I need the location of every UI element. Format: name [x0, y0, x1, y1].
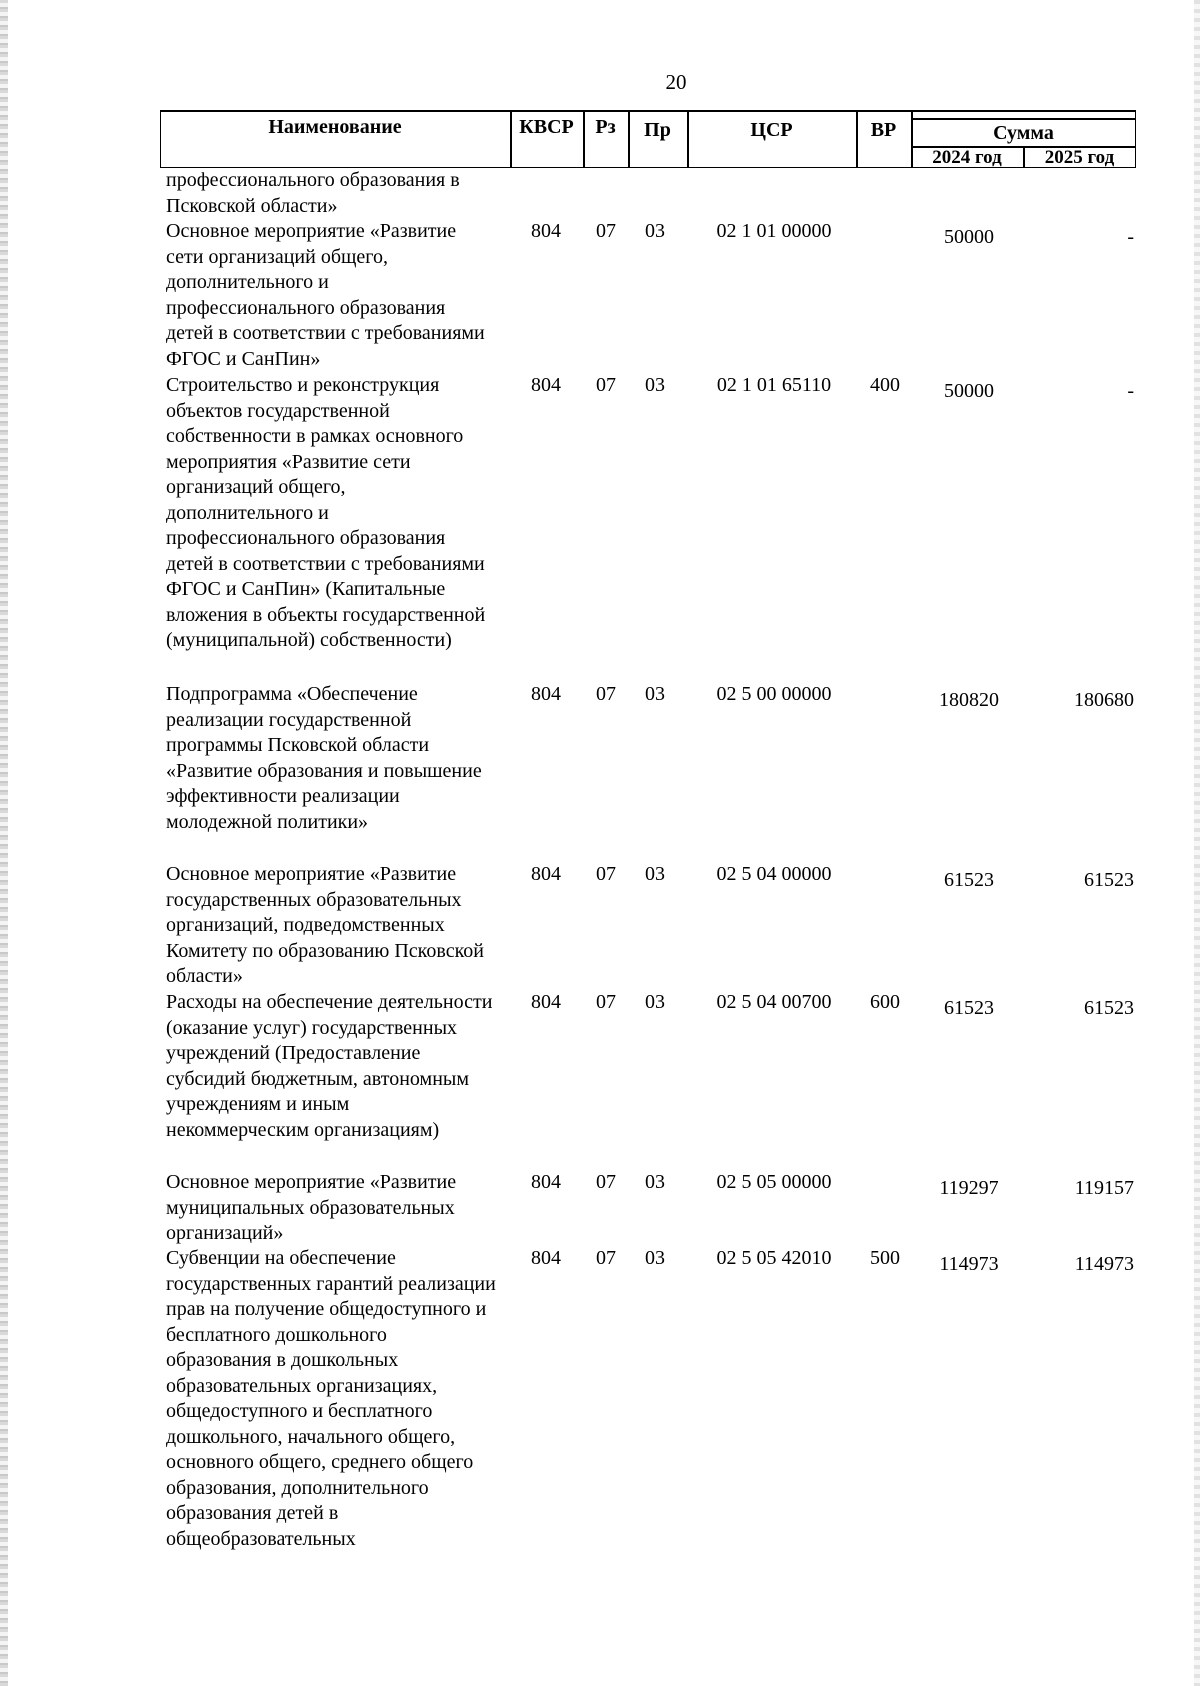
header-rz: Рз	[595, 116, 616, 138]
row-csr: 02 1 01 00000	[716, 220, 832, 242]
row-rz: 07	[596, 1247, 616, 1269]
row-sum-2025: 114973	[1074, 1253, 1134, 1275]
scan-edge-right	[1194, 0, 1200, 1686]
row-kvsr: 804	[531, 374, 561, 396]
row-csr: 02 5 05 42010	[716, 1247, 832, 1269]
row-sum-2024: 114973	[939, 1253, 999, 1275]
row-csr: 02 1 01 65110	[716, 374, 832, 396]
header-sum: Сумма	[993, 122, 1054, 144]
row-rz: 07	[596, 220, 616, 242]
row-kvsr: 804	[531, 1171, 561, 1193]
row-kvsr: 804	[531, 220, 561, 242]
row-name: Основное мероприятие «Развитие сети организаций общего, дополнительного и профессионального образования детей в соответствии с требованиями ФГОС и СанПин»	[166, 220, 485, 370]
row-pr: 03	[645, 1247, 665, 1269]
row-sum-2024: 61523	[944, 869, 994, 891]
row-kvsr: 804	[531, 863, 561, 885]
row-vr: 600	[870, 991, 900, 1013]
header-csr: ЦСР	[750, 119, 793, 141]
row-sum-2025: -	[1127, 380, 1134, 402]
header-vr: ВР	[870, 119, 897, 141]
row-csr: 02 5 04 00700	[716, 991, 832, 1013]
row-kvsr: 804	[531, 1247, 561, 1269]
row-pr: 03	[645, 863, 665, 885]
row-name: Строительство и реконструкция объектов государственной собственности в рамках основного мероприятия «Развитие сети организаций общего, дополнительного и профессионального образования детей в соответствии с требованиями ФГОС и СанПин» (Капитальные вложения в объекты государственной (муниципальной) собственности)	[166, 374, 486, 651]
page-number: 20	[665, 70, 687, 94]
row-sum-2025: 119157	[1074, 1177, 1134, 1199]
header-pr: Пр	[644, 119, 671, 141]
row-csr: 02 5 00 00000	[716, 683, 832, 705]
header-kvsr: КВСР	[519, 116, 574, 138]
row-pr: 03	[645, 374, 665, 396]
row-sum-2024: 50000	[944, 380, 994, 402]
row-sum-2024: 180820	[939, 689, 999, 711]
header-year-2025: 2025 год	[1044, 147, 1115, 168]
row-name: Основное мероприятие «Развитие муниципальных образовательных организаций»	[166, 1171, 457, 1244]
row-sum-2024: 50000	[944, 226, 994, 248]
row-rz: 07	[596, 1171, 616, 1193]
row-name: Основное мероприятие «Развитие государственных образовательных организаций, подведомственных Комитету по образованию Псковской области»	[166, 863, 484, 987]
scan-edge-left	[0, 0, 8, 1686]
row-vr: 500	[870, 1247, 900, 1269]
header-year-2024: 2024 год	[932, 147, 1002, 168]
row-sum-2025: -	[1127, 226, 1134, 248]
row-pr: 03	[645, 683, 665, 705]
row-name: Расходы на обеспечение деятельности (оказание услуг) государственных учреждений (Предоставление субсидий бюджетным, автономным учреждениям и иным некоммерческим организациям)	[166, 991, 493, 1141]
row-name: Субвенции на обеспечение государственных гарантий реализации прав на получение общедоступного и бесплатного дошкольного образования в дошкольных образовательных организациях, общедоступного и бесплатного дошкольного, начального общего, основного общего, среднего общего образования, дополнительного образования детей в общеобразовательных	[166, 1247, 496, 1550]
row-sum-2025: 180680	[1074, 689, 1134, 711]
row-csr: 02 5 05 00000	[716, 1171, 832, 1193]
row-name: Подпрограмма «Обеспечение реализации государственной программы Псковской области «Развитие образования и повышение эффективности реализации молодежной политики»	[166, 683, 482, 833]
row-rz: 07	[596, 683, 616, 705]
row-kvsr: 804	[531, 991, 561, 1013]
row-rz: 07	[596, 863, 616, 885]
row-kvsr: 804	[531, 683, 561, 705]
row-rz: 07	[596, 374, 616, 396]
row-pr: 03	[645, 991, 665, 1013]
row-sum-2025: 61523	[1084, 997, 1134, 1019]
row-sum-2024: 119297	[939, 1177, 999, 1199]
row-csr: 02 5 04 00000	[716, 863, 832, 885]
row-sum-2024: 61523	[944, 997, 994, 1019]
header-name: Наименование	[268, 116, 402, 138]
row-pr: 03	[645, 220, 665, 242]
row-pr: 03	[645, 1171, 665, 1193]
row-rz: 07	[596, 991, 616, 1013]
row-vr: 400	[870, 374, 900, 396]
row-name: профессионального образования в Псковской области»	[166, 169, 460, 217]
row-sum-2025: 61523	[1084, 869, 1134, 891]
